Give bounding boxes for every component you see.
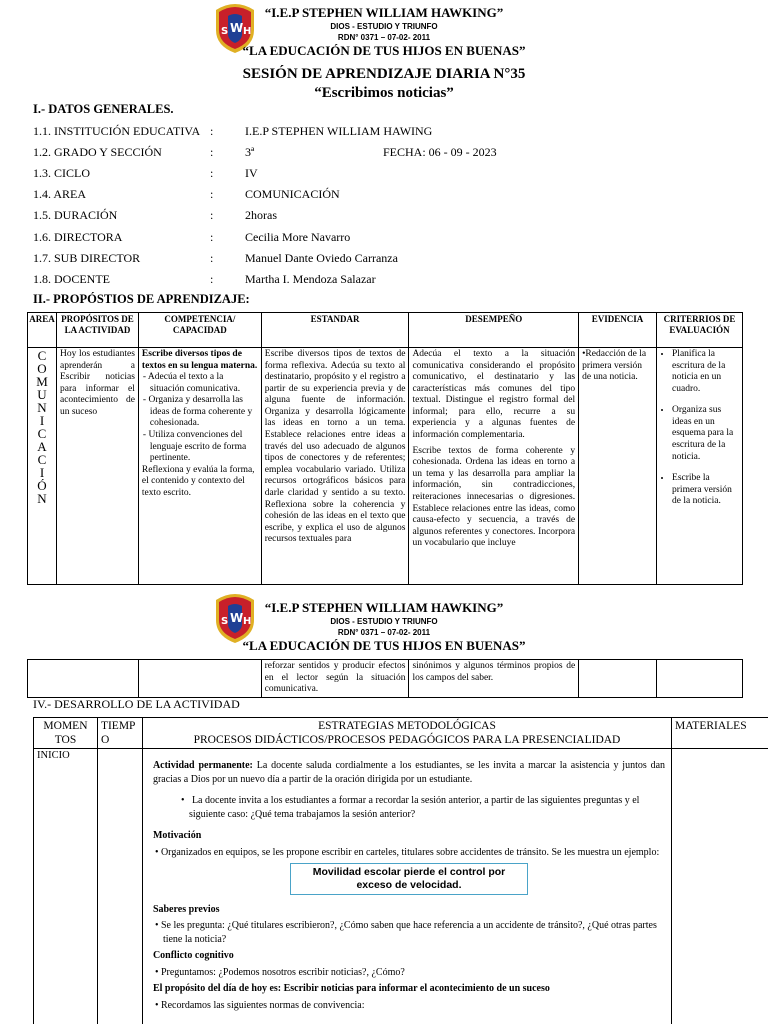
general-sep-5: : [210,208,214,222]
desempeno-cell [409,348,579,585]
cont-empty-2 [138,660,261,698]
actividad-text: La docente saluda cordialmente a los estudiantes, se les invita a marcar la asistencia y juntos dan gracias a Dios por un nuevo día a partir de la oración dirigida por un estudiante. [152,760,666,785]
ejemplo-box: Movilidad escolar pierde el control por exceso de velocidad. [290,863,528,895]
competencia-title: Escribe diversos tipos de textos en su lengua materna. [141,349,258,371]
desempeno-p1: Adecúa el texto a la situación comunicativa considerando el propósito comunicativo, el destinatario y las características más comunes del tipo textual. Distingue el registro formal del informal; para ello, recurre a su experiencia y a algunas fuentes de información complementaria. [412,349,576,441]
general-sep-2: : [210,145,214,159]
normas-text: Recordamos las siguientes normas de convivencia: [160,999,365,1011]
competencia-cell [138,348,261,585]
purposes-heading: II.- PROPÓSTIOS DE APRENDIZAJE: [33,292,250,306]
purposes-table-continued [27,659,743,698]
general-label-4: 1.4. AREA [33,187,87,201]
general-sep-6: : [210,230,214,244]
area-letter: N [37,491,47,506]
bullet-icon: • [154,920,161,932]
purposes-table [27,312,743,585]
general-sep-4: : [210,187,214,201]
general-label-1: 1.1. INSTITUCIÓN EDUCATIVA [33,124,201,138]
general-label-2: 1.2. GRADO Y SECCIÓN [33,145,162,159]
motivacion-title: Motivación [152,830,202,842]
area-letter: C [37,348,47,363]
general-value-5: 2horas [245,208,277,222]
general-label-5: 1.5. DURACIÓN [33,208,118,222]
school-slogan-2: “LA EDUCACIÓN DE TUS HIJOS EN BUENAS” [242,638,526,653]
general-value-8: Martha I. Mendoza Salazar [245,272,376,286]
general-value-6: Cecilia More Navarro [245,230,351,244]
svg-text:W: W [230,611,244,625]
conflicto-text: Preguntamos: ¿Podemos nosotros escribir noticias?, ¿Cómo? [160,966,405,978]
estandar-cont-cell: reforzar sentidos y producir efectos en el lector según la situación comunicativa. [261,660,409,698]
cont-empty-1 [28,660,139,698]
area-letter: C [37,426,47,441]
area-letter: U [37,387,47,402]
criterios-cell [657,348,743,585]
col-desempeno: DESEMPEÑO [409,313,579,348]
general-value-2: 3ª [245,145,255,159]
estrategias-line-1: ESTRATEGIAS METODOLÓGICAS [318,720,496,732]
estrategias-cell [142,749,671,1024]
area-letter: M [36,374,48,389]
svg-text:H: H [243,616,252,627]
col-evidencia: EVIDENCIA [579,313,657,348]
area-letter: C [37,452,47,467]
general-label-7: 1.7. SUB DIRECTOR [33,251,141,265]
estandar-cell: Escribe diversos tipos de textos de forma reflexiva. Adecúa su texto al destinatario, propósito y el registro a partir de su experiencia previa y de alguna fuente de información. Organiza y desarrolla lógicamente las ideas en torno a un tema. Establece relaciones entre ideas a través del uso adecuado de algunos tipos de conectores y de referentes; emplea vocabulario variado. Utiliza recursos ortográficos básicos para darle claridad y sentido a su texto. Reflexiona sobre la coherencia y cohesión de las ideas en el texto que escribe, y explica el uso de algunos recursos textuales para [261,348,409,585]
general-sep-7: : [210,251,214,265]
col-competencia: COMPETENCIA/ CAPACIDAD [138,313,261,348]
col-area: AREA [28,313,57,348]
general-value-4: COMUNICACIÓN [245,187,340,201]
general-value-1: I.E.P STEPHEN WILLIAM HAWING [245,124,433,138]
school-rdn-2: RDN° 0371 – 07-02- 2011 [337,628,431,637]
col-estandar: ESTANDAR [261,313,409,348]
proposito-dia: El propósito del día de hoy es: Escribir noticias para informar el acontecimiento de un suceso [152,983,550,995]
evidencia-cell: •Redacción de la primera versión de una noticia. [579,348,657,585]
general-sep-3: : [210,166,214,180]
general-value-3: IV [245,166,258,180]
criterio-item: • Escribe la primera versión de la noticia. [672,473,739,508]
svg-text:S: S [221,26,229,37]
criterio-item: • Planifica la escritura de la noticia en un cuadro. [672,349,739,395]
col-materiales: MATERIALES [672,718,768,749]
motivacion-text: Organizados en equipos, se les propone escribir en carteles, titulares sobre accidentes de tránsito. Se les muestra un ejemplo: [160,846,660,858]
momento-cell: INICIO [34,749,98,1024]
general-value-7: Manuel Dante Oviedo Carranza [245,251,398,265]
recordar-text: La docente invita a los estudiantes a formar a recordar la sesión anterior, a partir de las siguientes preguntas y el siguiente caso: ¿Qué tema trabajamos la sesión anterior? [188,795,640,820]
criterio-item: • Organiza sus ideas en un esquema para la escritura de la noticia. [672,405,739,463]
col-estrategias [142,718,671,749]
area-letter: I [39,413,45,428]
desempeno-p2: Escribe textos de forma coherente y cohesionada. Ordena las ideas en torno a un tema y las desarrolla para ampliar la información, sin contradicciones, reiteraciones innecesarias o digresiones. Establece relaciones entre las ideas, como causa-efecto y secuencia, a través de algunos referentes y conectores. Incorpora un vocabulario que incluye [412,445,576,549]
area-letter: N [37,400,47,415]
cont-empty-3 [579,660,657,698]
bullet-icon: • [154,999,161,1011]
general-sep-1: : [210,124,214,138]
school-name-2: “I.E.P STEPHEN WILLIAM HAWKING” [264,600,504,615]
saberes-text: Se les pregunta: ¿Qué titulares escribieron?, ¿Cómo saben que hace referencia a un accidente de tránsito?, ¿Qué otras partes tiene la noticia? [160,920,657,945]
bullet-icon: • [154,966,161,978]
capacidad-item: - Adecúa el texto a la situación comunicativa. [142,372,241,394]
svg-text:W: W [230,21,244,35]
school-name: “I.E.P STEPHEN WILLIAM HAWKING” [264,5,504,20]
col-criterios: CRITERRIOS DE EVALUACIÓN [657,313,743,348]
area-letter: O [37,361,47,376]
competencia-end: Reflexiona y evalúa la forma, el contenido y contexto del texto escrito. [141,464,255,498]
saberes-title: Saberes previos [152,903,220,915]
session-subtitle: “Escribimos noticias” [314,85,454,101]
school-motto: DIOS - ESTUDIO Y TRIUNFO [330,22,438,31]
general-fecha: FECHA: 06 - 09 - 2023 [383,145,497,159]
proposito-cell: Hoy los estudiantes aprenderán a Escribir noticias para informar el acontecimiento de un suceso [56,348,138,585]
cont-empty-4 [657,660,743,698]
development-heading: IV.- DESARROLLO DE LA ACTIVIDAD [33,697,240,711]
col-propositos: PROPÓSITOS DE LA ACTIVIDAD [56,313,138,348]
area-letter: Ó [37,478,47,493]
area-letter: A [37,439,47,454]
general-label-3: 1.3. CICLO [33,166,90,180]
svg-text:S: S [221,616,229,627]
bullet-icon: • [154,846,161,858]
estrategias-line-2: PROCESOS DIDÁCTICOS/PROCESOS PEDAGÓGICOS PARA LA PRESENCIALIDAD [193,734,621,747]
general-label-6: 1.6. DIRECTORA [33,230,123,244]
actividad-label: Actividad permanente: [152,760,253,772]
development-table [33,717,768,1024]
session-title: SESIÓN DE APRENDIZAJE DIARIA N°35 [242,66,526,82]
col-tiempo: TIEMP O [97,718,142,749]
area-letter: I [39,465,45,480]
school-rdn: RDN° 0371 – 07-02- 2011 [337,33,431,42]
area-cell [28,348,57,585]
desempeno-cont-cell: sinónimos y algunos términos propios de los campos del saber. [409,660,579,698]
col-momentos: MOMEN TOS [34,718,98,749]
svg-text:H: H [243,26,252,37]
general-heading: I.- DATOS GENERALES. [33,102,174,116]
bullet-icon: • [180,795,192,807]
capacidad-item: - Utiliza convenciones del lenguaje escrito de forma pertinente. [142,430,247,464]
tiempo-cell [97,749,142,1024]
materiales-cell [672,749,768,1024]
general-label-8: 1.8. DOCENTE [33,272,110,286]
conflicto-title: Conflicto cognitivo [152,950,234,962]
capacidad-item: - Organiza y desarrolla las ideas de forma coherente y cohesionada. [142,395,253,429]
school-slogan: “LA EDUCACIÓN DE TUS HIJOS EN BUENAS” [242,43,526,58]
school-motto-2: DIOS - ESTUDIO Y TRIUNFO [330,617,438,626]
general-sep-8: : [210,272,214,286]
